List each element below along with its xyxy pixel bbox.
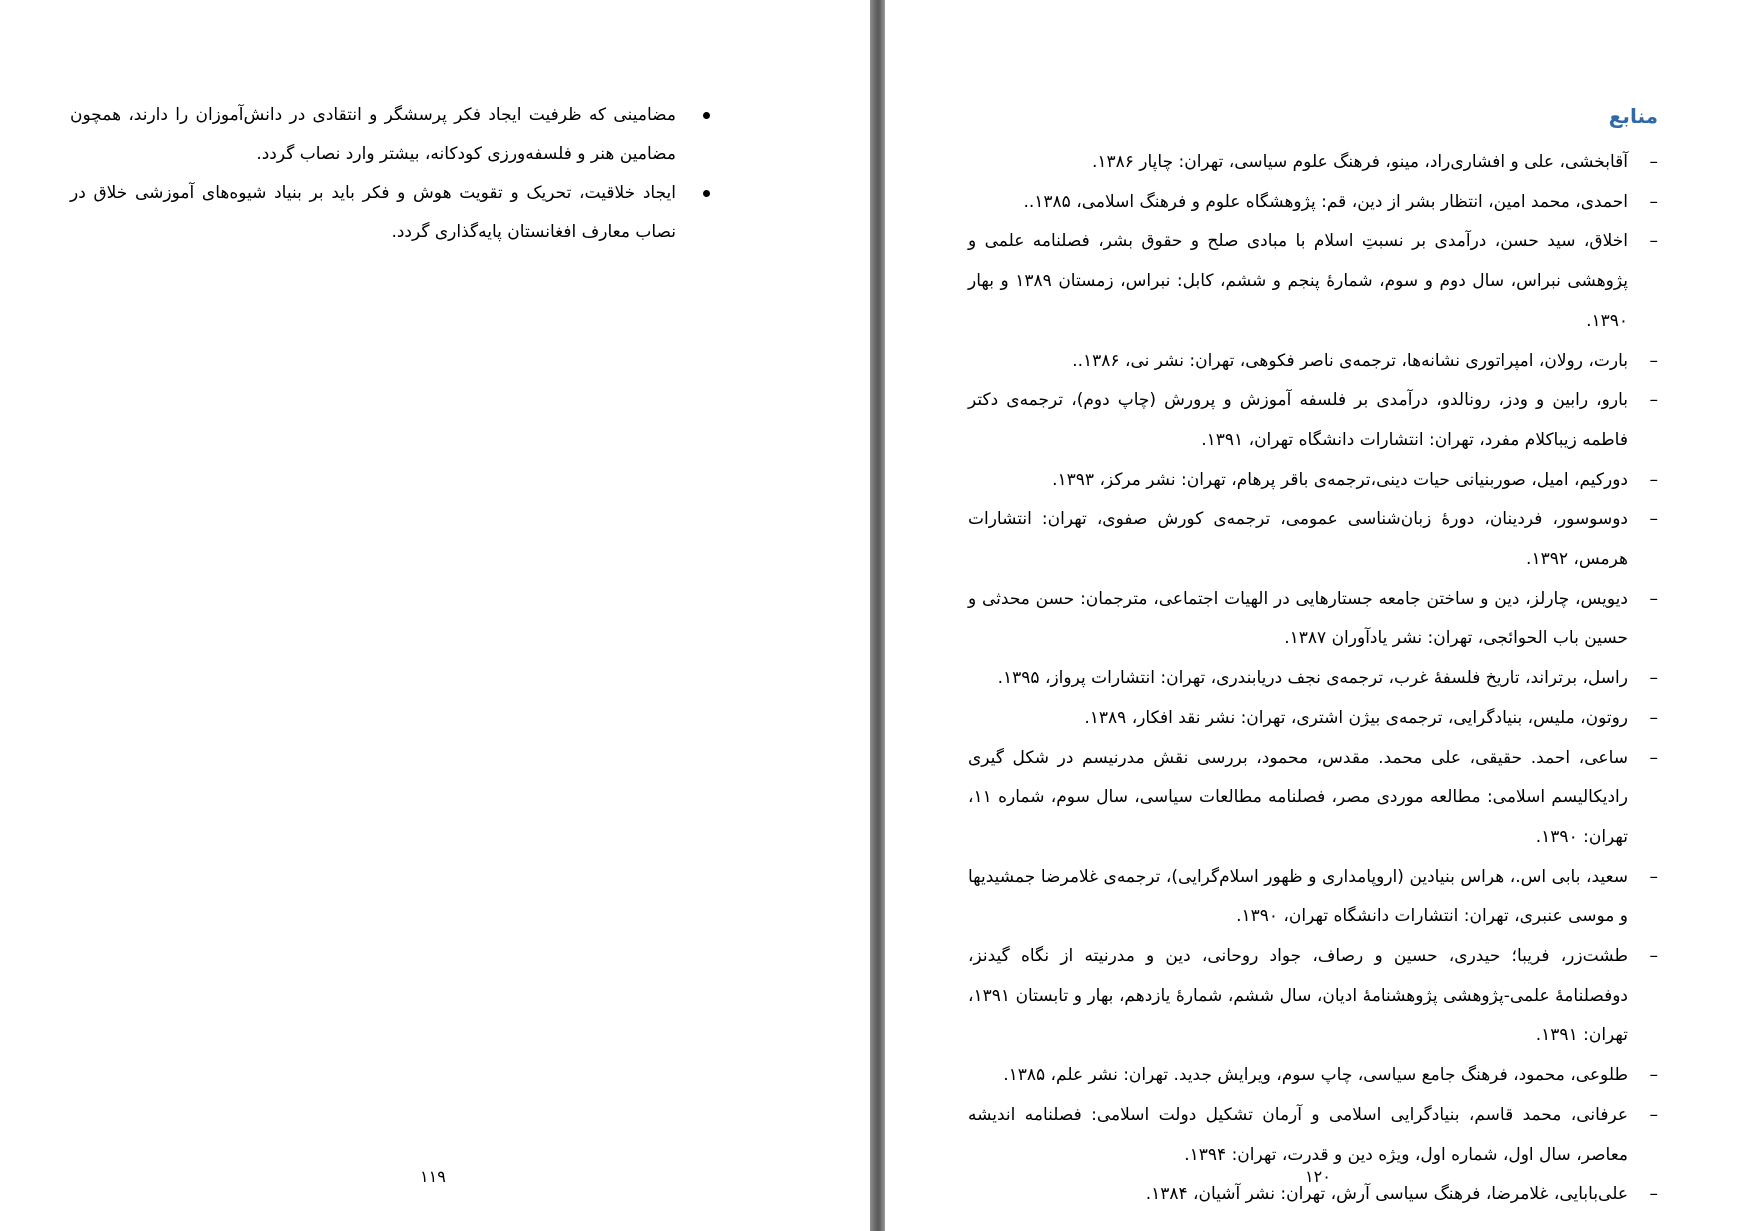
dash-bullet-icon: – — [1649, 191, 1658, 212]
dash-bullet-icon: – — [1649, 1065, 1658, 1086]
reference-text: دیویس، چارلز، دین و ساختن جامعه جستارهایی در الهیات اجتماعی، مترجمان: حسن محدثی و حسین باب الحوائجی، تهران: نشر یادآوران ۱۳۸۷. — [968, 588, 1628, 649]
reference-item — [968, 659, 1658, 699]
bullet-text: ایجاد خلاقیت، تحریک و تقویت هوش و فکر باید بر بنیاد شیوه‌های آموزشی خلاق در نصاب معارف افغانستان پایه‌گذاری گردد. — [70, 183, 676, 242]
reference-text: ساعی، احمد. حقیقی، علی محمد. مقدس، محمود، بررسی نقش مدرنیسم در شکل گیری رادیکالیسم اسلامی: مطالعه موردی مصر، فصلنامه مطالعات سیاسی، سال سوم، شماره ۱۱، تهران: ۱۳۹۰. — [968, 747, 1628, 847]
reference-item — [968, 342, 1658, 382]
reference-text: اخلاق، سید حسن، درآمدی بر نسبتِ اسلام با مبادی صلح و حقوق بشر، فصلنامه علمی و پژوهشی نبراس، سال دوم و سوم، شمارۀ پنجم و ششم، کابل: نبراس، زمستان ۱۳۸۹ و بهار ۱۳۹۰. — [968, 231, 1628, 331]
reference-item — [968, 580, 1658, 659]
reference-text: بارت، رولان، امپراتوری نشانه‌ها، ترجمه‌ی ناصر فکوهی، تهران: نشر نی، ۱۳۸۶.. — [1072, 350, 1628, 371]
bullet-item — [70, 96, 710, 174]
right-page — [885, 0, 1753, 1231]
reference-item — [968, 699, 1658, 739]
reference-item — [968, 381, 1658, 460]
dash-bullet-icon: – — [1649, 350, 1658, 371]
book-spine — [870, 0, 885, 1231]
bullet-text: مضامینی که ظرفیت ایجاد فکر پرسشگر و انتقادی در دانش‌آموزان را دارند، همچون مضامین هنر و فلسفه‌ورزی کودکانه، بیشتر وارد نصاب گردد. — [70, 105, 676, 164]
dash-bullet-icon: – — [1649, 509, 1658, 530]
dash-bullet-icon: – — [1649, 231, 1658, 252]
dash-bullet-icon: – — [1649, 747, 1658, 768]
reference-text: دوسوسور، فردینان، دورۀ زبان‌شناسی عمومی، ترجمه‌ی کورش صفوی، تهران: انتشارات هرمس، ۱۳۹۲. — [968, 509, 1628, 570]
reference-text: طشت‌زر، فریبا؛ حیدری، حسین و رصاف، جواد روحانی، دین و مدرنیته از نگاه گیدنز، دوفصلنامۀ علمی-پژوهشی پژوهشنامۀ ادیان، سال ششم، شمارۀ یازدهم، بهار و تابستان ۱۳۹۱، تهران: ۱۳۹۱. — [968, 946, 1628, 1046]
reference-text: احمدی، محمد امین، انتظار بشر از دین، قم: پژوهشگاه علوم و فرهنگ اسلامی، ۱۳۸۵.. — [1023, 191, 1628, 212]
references-title: منابع — [1608, 104, 1658, 128]
reference-item — [968, 461, 1658, 501]
reference-text: راسل، برتراند، تاریخ فلسفۀ غرب، ترجمه‌ی نجف دریابندری، تهران: انتشارات پرواز، ۱۳۹۵. — [997, 668, 1628, 689]
reference-item — [968, 858, 1658, 937]
reference-item — [968, 739, 1658, 858]
dash-bullet-icon: – — [1649, 390, 1658, 411]
dash-bullet-icon: – — [1649, 707, 1658, 728]
reference-text: آقابخشی، علی و افشاری‌راد، مینو، فرهنگ علوم سیاسی، تهران: چاپار ۱۳۸۶. — [1091, 152, 1628, 172]
reference-text: سعید، بابی اس.، هراس بنیادین (اروپامداری و ظهور اسلام‌گرایی)، ترجمه‌ی غلامرضا جمشیدیها و موسی عنبری، تهران: انتشارات دانشگاه تهران، ۱۳۹۰. — [968, 866, 1628, 927]
dash-bullet-icon: – — [1649, 1184, 1658, 1205]
reference-text: روتون، ملیس، بنیادگرایی، ترجمه‌ی بیژن اشتری، تهران: نشر نقد افکار، ۱۳۸۹. — [1084, 707, 1628, 728]
reference-item — [968, 500, 1658, 579]
reference-item — [968, 222, 1658, 341]
reference-item — [968, 937, 1658, 1056]
dash-bullet-icon: – — [1649, 1104, 1658, 1125]
reference-item — [968, 1096, 1658, 1175]
reference-item — [968, 183, 1658, 223]
dash-bullet-icon: – — [1649, 152, 1658, 172]
reference-text: دورکیم، امیل، صوربنیانی حیات دینی،ترجمه‌ی باقر پرهام، تهران: نشر مرکز، ۱۳۹۳. — [1052, 469, 1628, 490]
dash-bullet-icon: – — [1649, 946, 1658, 967]
reference-text: طلوعی، محمود، فرهنگ جامع سیاسی، چاپ سوم، ویرایش جدید. تهران: نشر علم، ۱۳۸۵. — [1003, 1065, 1628, 1086]
reference-text: عرفانی، محمد قاسم، بنیادگرایی اسلامی و آرمان تشکیل دولت اسلامی: فصلنامه اندیشه معاصر، سال اول، شماره اول، ویژه دین و قدرت، تهران: ۱۳۹۴. — [968, 1104, 1628, 1165]
dash-bullet-icon: – — [1649, 668, 1658, 689]
reference-text: بارو، رابین و ودز، رونالدو، درآمدی بر فلسفه آموزش و پرورش (چاپ دوم)، ترجمه‌ی دکتر فاطمه زیباکلام مفرد، تهران: انتشارات دانشگاه تهران، ۱۳۹۱. — [968, 390, 1628, 450]
bullet-list — [70, 96, 710, 252]
reference-item — [968, 143, 1658, 183]
references-list — [968, 143, 1658, 1215]
dash-bullet-icon: – — [1649, 469, 1658, 490]
page-number-left: ۱۱۹ — [420, 1167, 446, 1186]
bullet-dot-icon — [703, 190, 710, 197]
bullet-dot-icon — [703, 112, 710, 119]
left-page — [0, 0, 870, 1231]
bullet-item — [70, 174, 710, 252]
dash-bullet-icon: – — [1649, 588, 1658, 609]
dash-bullet-icon: – — [1649, 866, 1658, 887]
reference-item — [968, 1056, 1658, 1096]
reference-text: علی‌بابایی، غلامرضا، فرهنگ سیاسی آرش، تهران: نشر آشیان، ۱۳۸۴. — [1145, 1184, 1628, 1205]
page-number-right: ۱۲۰ — [1305, 1167, 1331, 1186]
